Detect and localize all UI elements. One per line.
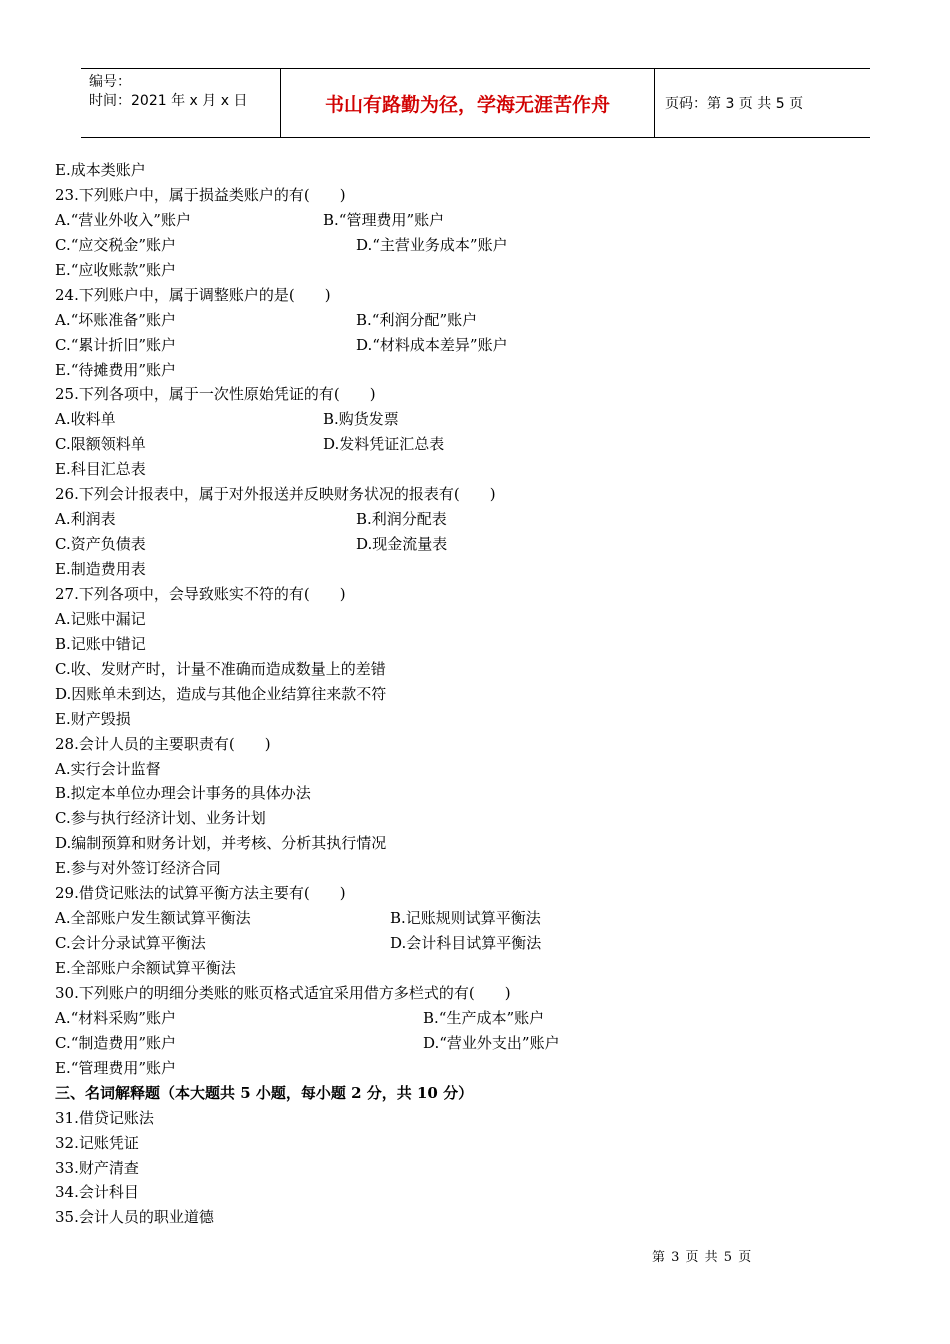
option-line: A.记账中漏记 xyxy=(55,609,146,628)
question-29: 29.借贷记账法的试算平衡方法主要有( ) xyxy=(55,884,346,903)
question-31: 31.借贷记账法 xyxy=(55,1108,154,1127)
options-row: C.会计分录试算平衡法 D.会计科目试算平衡法 xyxy=(55,934,542,953)
option-line: A.实行会计监督 xyxy=(55,759,161,778)
option-line: C.参与执行经济计划、业务计划 xyxy=(55,809,266,828)
question-32: 32.记账凭证 xyxy=(55,1133,139,1152)
option-line: E.制造费用表 xyxy=(55,560,146,578)
question-33: 33.财产清查 xyxy=(55,1158,139,1177)
question-35: 35.会计人员的职业道德 xyxy=(55,1208,214,1227)
options-row: A.收料单 B.购货发票 xyxy=(55,410,399,429)
options-row: A.“材料采购”账户 B.“生产成本”账户 xyxy=(55,1008,545,1027)
option-line: E.全部账户余额试算平衡法 xyxy=(55,959,236,977)
text-line: E.成本类账户 xyxy=(55,161,146,179)
time-label: 时间：2021 年 x 月 x 日 xyxy=(89,93,248,109)
section-heading: 三、名词解释题（本大题共 5 小题，每小题 2 分，共 10 分） xyxy=(55,1083,474,1102)
option-line: E.参与对外签订经济合同 xyxy=(55,859,221,878)
options-row: A.全部账户发生额试算平衡法 B.记账规则试算平衡法 xyxy=(55,909,541,928)
options-row: C.“应交税金”账户 D.“主营业务成本”账户 xyxy=(55,235,508,254)
options-row: A.“坏账准备”账户 B.“利润分配”账户 xyxy=(55,310,478,329)
question-28: 28.会计人员的主要职责有( ) xyxy=(55,734,271,753)
options-row: A.“营业外收入”账户 B.“管理费用”账户 xyxy=(55,210,445,229)
options-row: C.限额领料单 D.发料凭证汇总表 xyxy=(55,435,445,454)
question-24: 24.下列账户中，属于调整账户的是( ) xyxy=(55,285,331,304)
document-body xyxy=(55,158,875,1230)
question-27: 27.下列各项中，会导致账实不符的有( ) xyxy=(55,584,346,603)
question-23: 23.下列账户中，属于损益类账户的有( ) xyxy=(55,185,346,204)
option-line: E.“应收账款”账户 xyxy=(55,260,177,279)
header-meta xyxy=(81,69,281,137)
option-line: E.科目汇总表 xyxy=(55,460,146,479)
option-line: C.收、发财产时，计量不准确而造成数量上的差错 xyxy=(55,659,386,678)
options-row: C.“累计折旧”账户 D.“材料成本差异”账户 xyxy=(55,335,508,354)
options-row: A.利润表 B.利润分配表 xyxy=(55,510,447,529)
page-info: 页码：第 3 页 共 5 页 xyxy=(665,96,804,112)
option-line: E.“待摊费用”账户 xyxy=(55,360,177,379)
question-25: 25.下列各项中，属于一次性原始凭证的有( ) xyxy=(55,385,376,404)
page-footer: 第 3 页 共 5 页 xyxy=(652,1250,753,1265)
question-34: 34.会计科目 xyxy=(55,1183,139,1202)
option-line: E.“管理费用”账户 xyxy=(55,1058,177,1077)
option-line: D.因账单未到达，造成与其他企业结算往来款不符 xyxy=(55,684,387,703)
option-line: D.编制预算和财务计划，并考核、分析其执行情况 xyxy=(55,834,387,853)
number-label: 编号： xyxy=(89,74,131,90)
page-header xyxy=(81,68,870,138)
question-30: 30.下列账户的明细分类账的账页格式适宜采用借方多栏式的有( ) xyxy=(55,983,511,1002)
option-line: E.财产毁损 xyxy=(55,709,131,728)
options-row: C.资产负债表 D.现金流量表 xyxy=(55,535,448,554)
options-row: C.“制造费用”账户 D.“营业外支出”账户 xyxy=(55,1033,560,1052)
motto: 书山有路勤为径，学海无涯苦作舟 xyxy=(281,69,655,137)
option-line: B.拟定本单位办理会计事务的具体办法 xyxy=(55,784,311,803)
option-line: B.记账中错记 xyxy=(55,634,146,653)
question-26: 26.下列会计报表中，属于对外报送并反映财务状况的报表有( ) xyxy=(55,485,496,504)
